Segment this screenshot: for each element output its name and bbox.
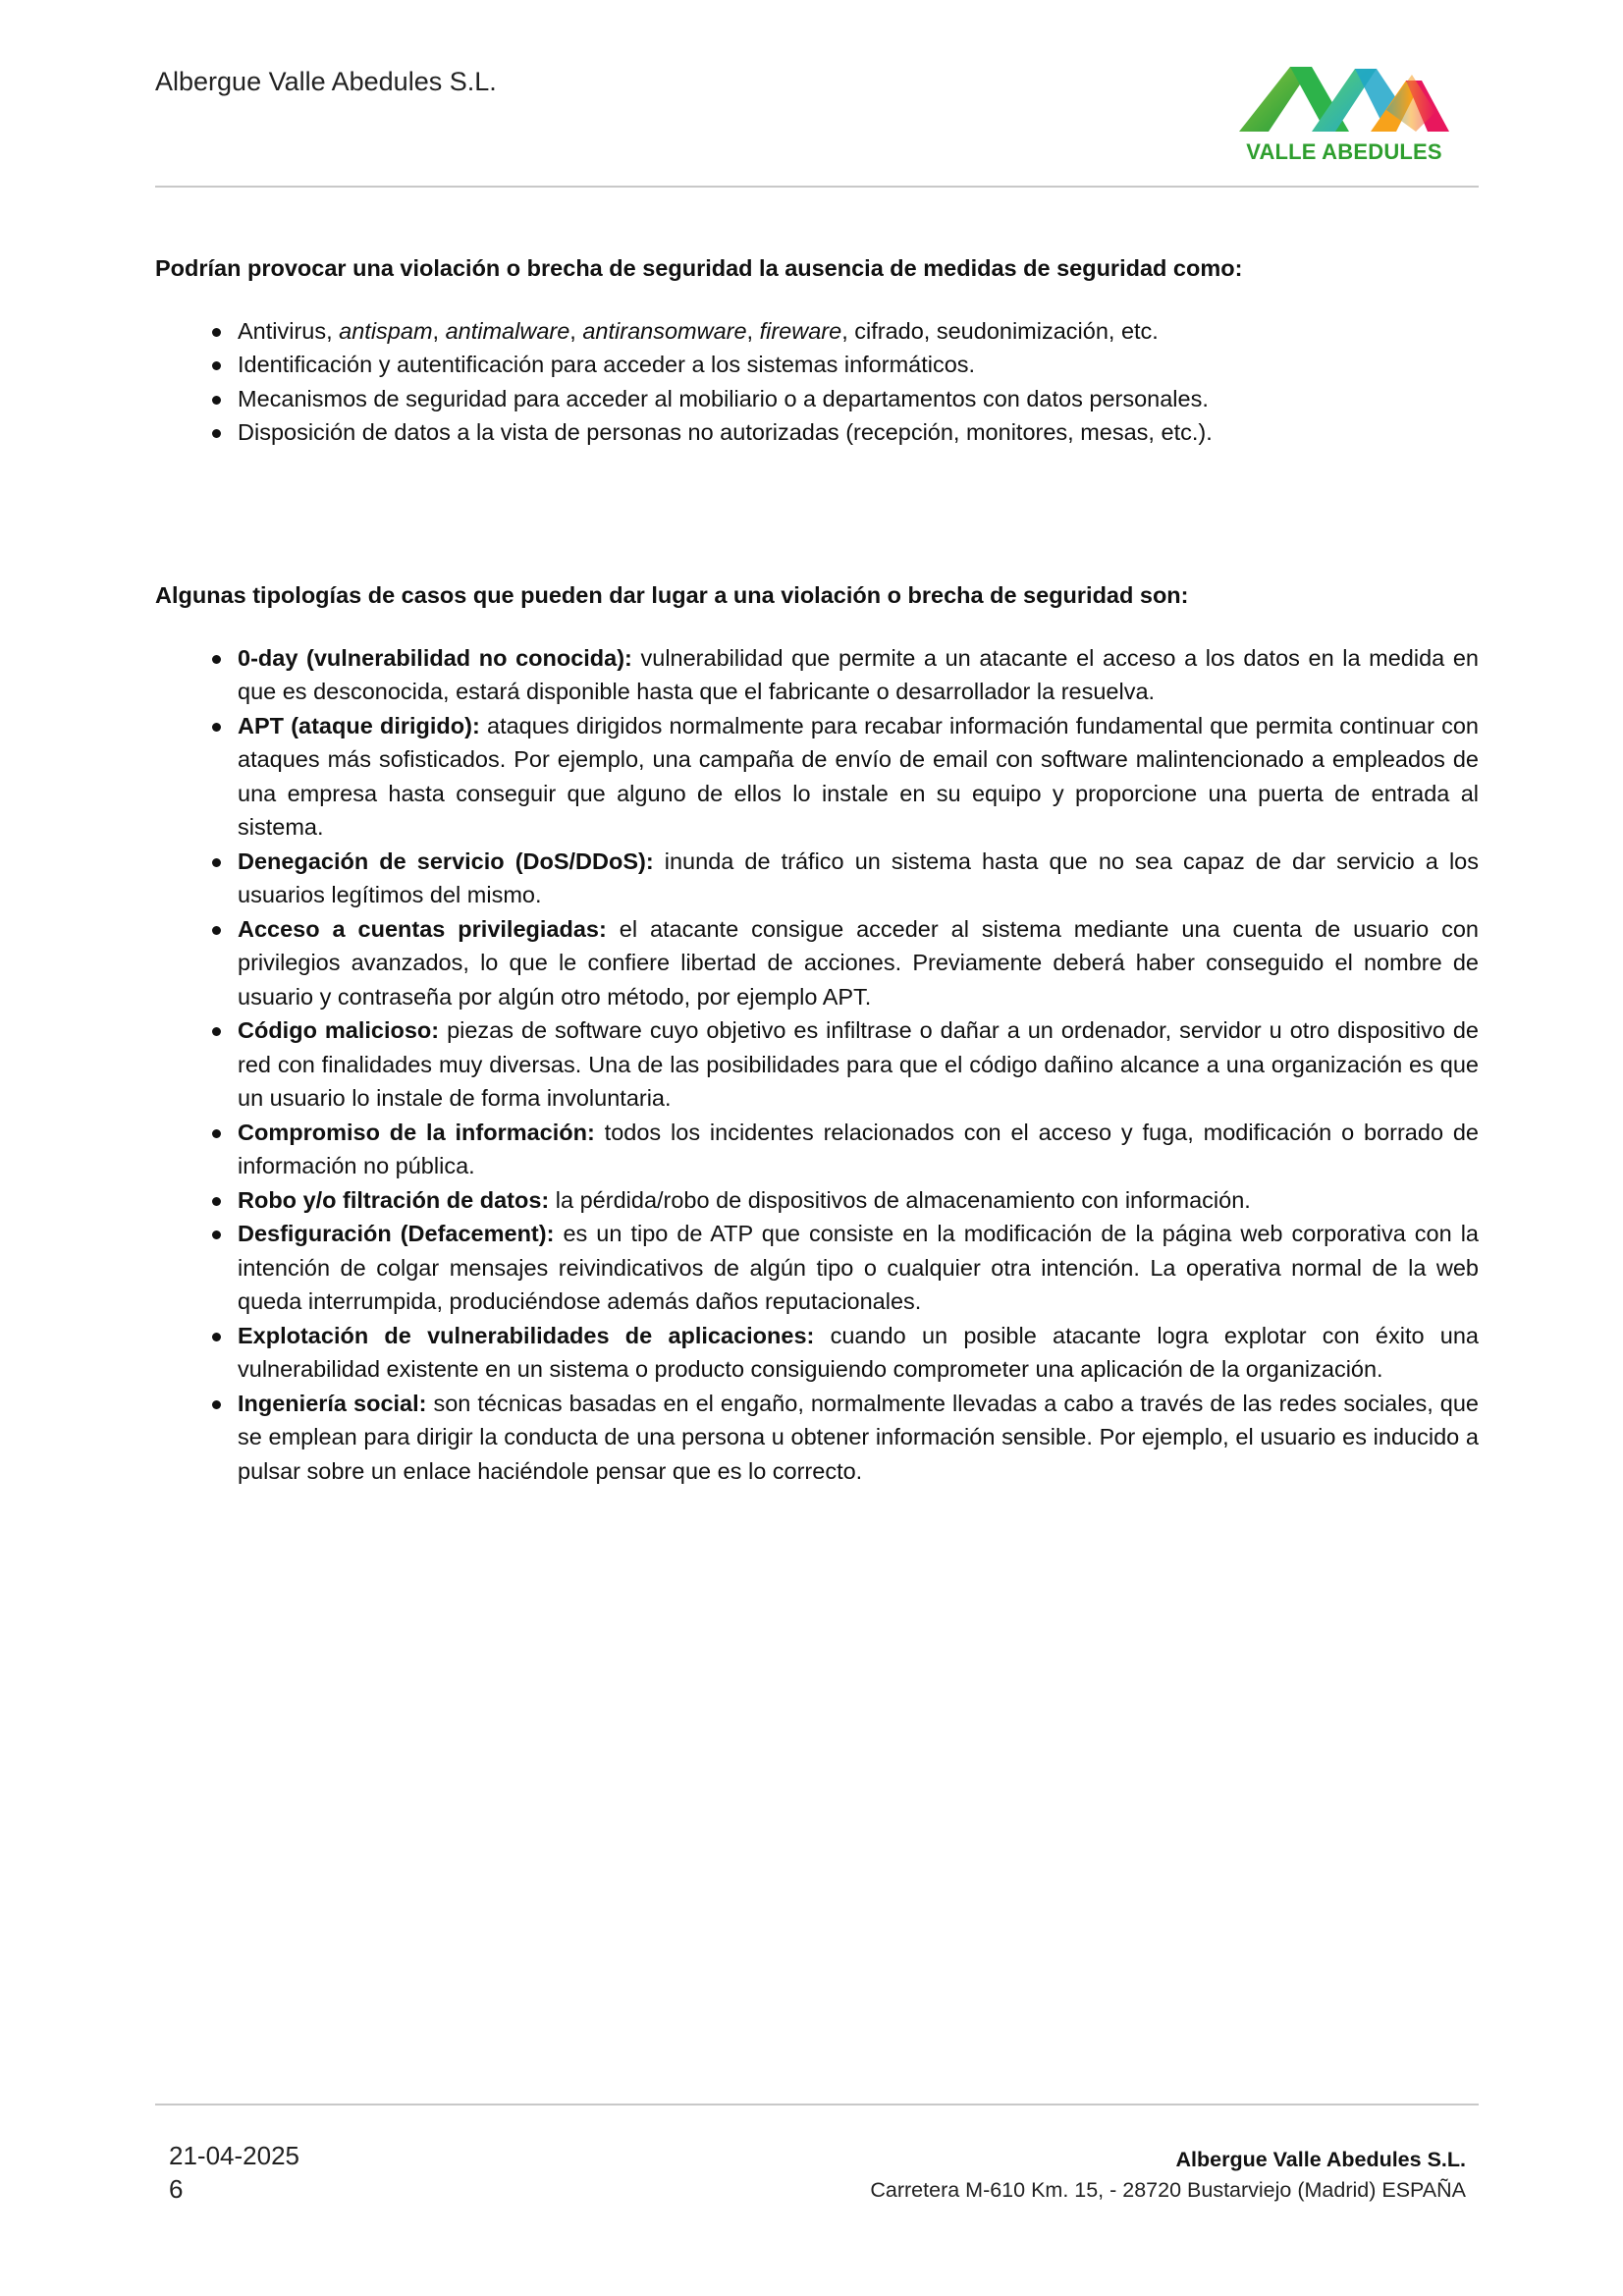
- footer-right: [870, 2145, 1466, 2206]
- bullet-icon: [212, 1333, 221, 1341]
- list-item-text: Disposición de datos a la vista de personas no autorizadas (recepción, monitores, mesas, etc.).: [238, 419, 1213, 445]
- bullet-icon: [212, 1129, 221, 1138]
- bullet-icon: [212, 328, 221, 337]
- list-item-text: ,: [432, 317, 446, 344]
- list-item-term: Ingeniería social:: [238, 1390, 427, 1416]
- bullet-icon: [212, 858, 221, 867]
- list-item: [155, 348, 1479, 382]
- list-item-text: el atacante consigue acceder al sistema mediante una cuenta de usuario con privilegios avanzados, lo que le confiere libertad de acciones. Previamente deberá haber conseguido el nombre de usuario y contraseña por algún otro método, por ejemplo APT.: [238, 915, 1479, 1010]
- list-item-text: todos los incidentes relacionados con el acceso y fuga, modificación o borrado de información no pública.: [238, 1119, 1480, 1178]
- list-item-text: Identificación y autentificación para acceder a los sistemas informáticos.: [238, 352, 976, 377]
- footer-company: Albergue Valle Abedules S.L.: [1175, 2148, 1466, 2171]
- section-breach-types: [155, 578, 1479, 1488]
- list-item-term: Robo y/o filtración de datos:: [238, 1186, 550, 1213]
- list-item-text: Mecanismos de seguridad para acceder al mobiliario o a departamentos con datos personales.: [238, 385, 1209, 411]
- list-item-text: la pérdida/robo de dispositivos de almacenamiento con información.: [549, 1186, 1251, 1213]
- list-item-text: ,: [746, 317, 760, 344]
- bullet-icon: [212, 655, 221, 664]
- footer-address: Carretera M-610 Km. 15, - 28720 Bustarviejo (Madrid) ESPAÑA: [870, 2178, 1466, 2202]
- list-item: [155, 641, 1479, 709]
- list-item-text: cuando un posible atacante logra explotar con éxito una vulnerabilidad existente en un sistema o producto consiguiendo comprometer una aplicación de la organización.: [238, 1322, 1479, 1382]
- list-item: [155, 845, 1479, 912]
- bullet-icon: [212, 429, 221, 438]
- list-item-term: Código malicioso:: [238, 1017, 440, 1043]
- list-item-text: son técnicas basadas en el engaño, normalmente llevadas a cabo a través de las redes sociales, que se emplean para dirigir la conducta de una persona u obtener información sensible. Por ejemplo, el usuario es inducido a pulsar sobre un enlace haciéndole pensar que es lo correcto.: [238, 1390, 1480, 1484]
- list-item-text: es un tipo de ATP que consiste en la modificación de la página web corporativa con la intención de colgar mensajes reivindicativos de algún tipo o cualquier otra intención. La operativa normal de la web queda interrumpida, produciéndose además daños reputacionales.: [238, 1221, 1479, 1314]
- list-item: [155, 1319, 1479, 1387]
- company-logo: [1239, 61, 1449, 165]
- list-item-text: ataques dirigidos normalmente para recabar información fundamental que permita continuar con ataques más sofisticados. Por ejemplo, una campaña de envío de email con software malintencionado a empleados de una empresa hasta conseguir que alguno de ellos lo instale en su equipo y proporcione una puerta de entrada al sistema.: [238, 712, 1480, 840]
- list-item-text: Antivirus,: [238, 317, 340, 344]
- bullet-icon: [212, 723, 221, 732]
- logo-text: VALLE ABEDULES: [1246, 139, 1442, 164]
- bullet-icon: [212, 926, 221, 935]
- footer-date: 21-04-2025: [169, 2141, 299, 2170]
- list-item-term: Desfiguración (Defacement):: [238, 1221, 555, 1246]
- footer-left: [169, 2139, 299, 2206]
- header-divider: [155, 186, 1479, 188]
- bullet-list: [155, 314, 1479, 450]
- list-item-text: , cifrado, seudonimización, etc.: [841, 317, 1159, 344]
- header-company-name: Albergue Valle Abedules S.L.: [155, 67, 497, 96]
- list-item-term: Acceso a cuentas privilegiadas:: [238, 915, 607, 942]
- bullet-icon: [212, 1197, 221, 1206]
- list-item-term: Denegación de servicio (DoS/DDoS):: [238, 847, 654, 874]
- list-item: [155, 1387, 1479, 1489]
- list-item: [155, 382, 1479, 416]
- bullet-icon: [212, 1400, 221, 1409]
- list-item-text: inunda de tráfico un sistema hasta que no sea capaz de dar servicio a los usuarios legítimos del mismo.: [238, 847, 1480, 907]
- list-item: [155, 415, 1479, 450]
- list-item: [155, 709, 1479, 845]
- section-heading: Algunas tipologías de casos que pueden dar lugar a una violación o brecha de seguridad son:: [155, 582, 1189, 608]
- list-item: [155, 1183, 1479, 1218]
- list-item: [155, 314, 1479, 349]
- list-item-italic-text: fireware: [759, 317, 842, 344]
- list-item-italic-text: antispam: [339, 317, 433, 344]
- list-item-italic-text: antiransomware: [582, 317, 747, 344]
- bullet-icon: [212, 1027, 221, 1036]
- list-item-text: piezas de software cuyo objetivo es infiltrase o dañar a un ordenador, servidor u otro dispositivo de red con finalidades muy diversas. Una de las posibilidades para que el código dañino alcance a una organización es que un usuario lo instale de forma involuntaria.: [238, 1017, 1479, 1111]
- list-item-italic-text: antimalware: [445, 317, 570, 344]
- section-security-measures: [155, 251, 1479, 450]
- logo-mountains-icon: [1239, 61, 1449, 139]
- section-heading: Podrían provocar una violación o brecha de seguridad la ausencia de medidas de seguridad como:: [155, 255, 1243, 281]
- bullet-icon: [212, 1230, 221, 1239]
- list-item-text: vulnerabilidad que permite a un atacante el acceso a los datos en la medida en que es desconocida, estará disponible hasta que el fabricante o desarrollador la resuelva.: [238, 644, 1479, 704]
- list-item: [155, 912, 1479, 1014]
- list-item-term: 0-day (vulnerabilidad no conocida):: [238, 644, 632, 671]
- list-item: [155, 1217, 1479, 1319]
- list-item-text: ,: [569, 317, 583, 344]
- list-item: [155, 1116, 1479, 1183]
- list-item: [155, 1013, 1479, 1116]
- bullet-list: [155, 641, 1479, 1489]
- footer-divider: [155, 2104, 1479, 2105]
- bullet-icon: [212, 396, 221, 405]
- list-item-term: Compromiso de la información:: [238, 1119, 595, 1145]
- bullet-icon: [212, 361, 221, 370]
- page-number: 6: [169, 2174, 184, 2204]
- list-item-term: APT (ataque dirigido):: [238, 712, 480, 738]
- list-item-term: Explotación de vulnerabilidades de aplicaciones:: [238, 1322, 815, 1348]
